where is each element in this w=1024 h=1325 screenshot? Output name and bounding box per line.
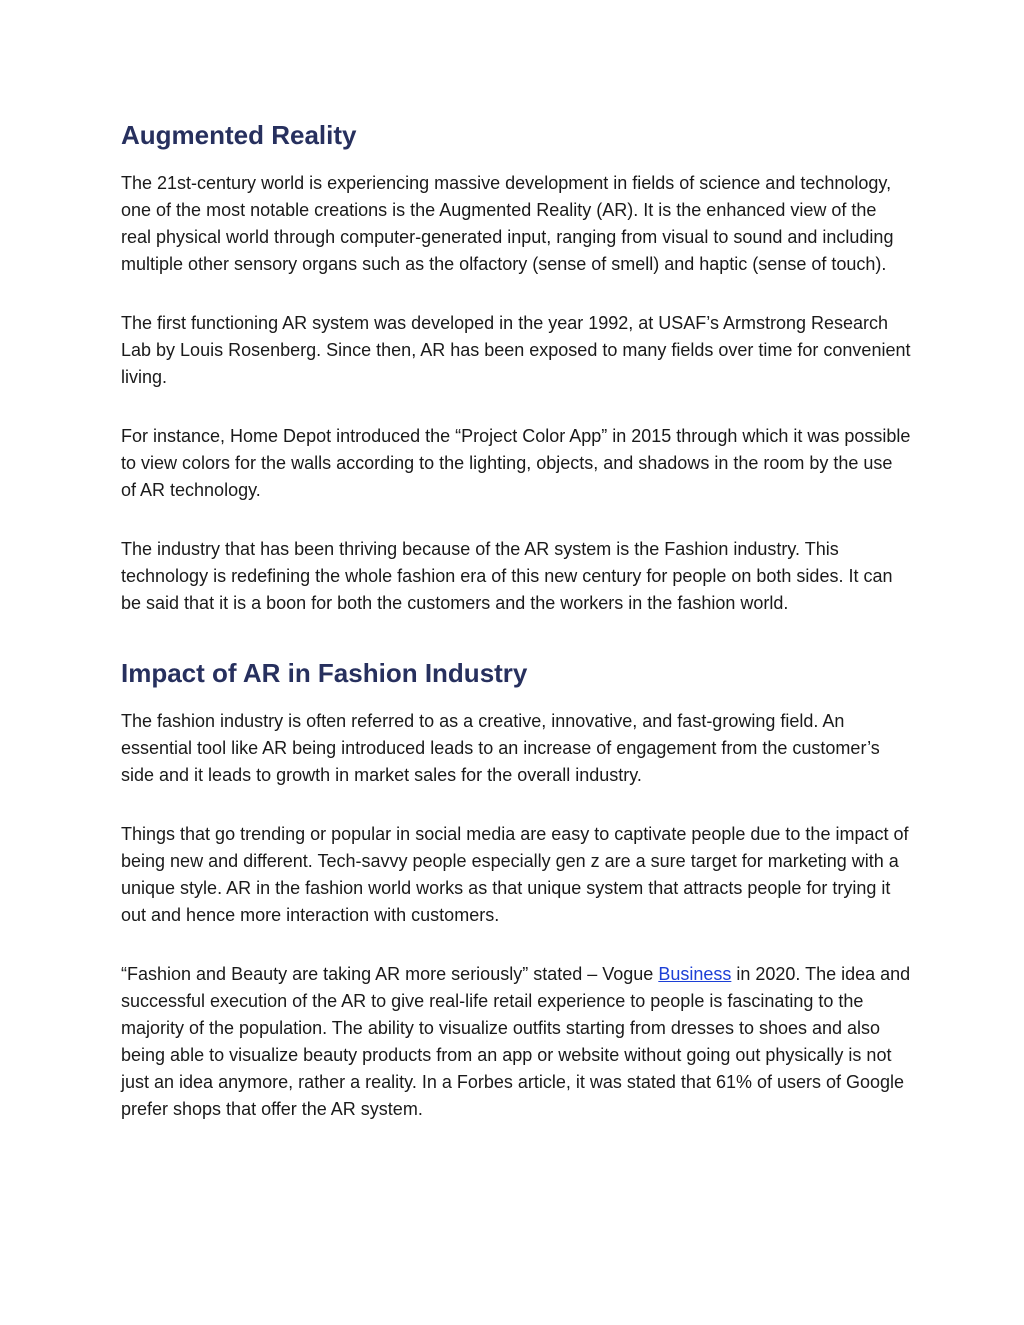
paragraph: The first functioning AR system was developed in the year 1992, at USAF’s Armstrong Research Lab by Louis Rosenberg. Since then, AR has been exposed to many fields over time for convenient living.: [121, 313, 911, 387]
paragraph: Things that go trending or popular in social media are easy to captivate people due to the impact of being new and different. Tech-savvy people especially gen z are a sure target for marketing with a unique style. AR in the fashion world works as that unique system that attracts people for trying it out and hence more interaction with customers.: [121, 824, 909, 925]
paragraph: The 21st-century world is experiencing massive development in fields of science and technology, one of the most notable creations is the Augmented Reality (AR). It is the enhanced view of the real physical world through computer-generated input, ranging from visual to sound and including multiple other sensory organs such as the olfactory (sense of smell) and haptic (sense of touch).: [121, 173, 894, 274]
document-page: [121, 0, 911, 1123]
section-heading-impact-of-ar: Impact of AR in Fashion Industry: [121, 658, 528, 688]
section-heading-augmented-reality: Augmented Reality: [121, 120, 357, 150]
paragraph-text: “Fashion and Beauty are taking AR more seriously” stated – Vogue: [121, 964, 659, 984]
paragraph: The fashion industry is often referred to as a creative, innovative, and fast-growing field. An essential tool like AR being introduced leads to an increase of engagement from the customer’s side and it leads to growth in market sales for the overall industry.: [121, 711, 880, 785]
paragraph: The industry that has been thriving because of the AR system is the Fashion industry. This technology is redefining the whole fashion era of this new century for people on both sides. It can be said that it is a boon for both the customers and the workers in the fashion world.: [121, 539, 893, 613]
paragraph-text: in 2020. The idea and successful execution of the AR to give real-life retail experience to people is fascinating to the majority of the population. The ability to visualize outfits starting from dresses to shoes and also being able to visualize beauty products from an app or website without going out physically is not just an idea anymore, rather a reality. In a Forbes article, it was stated that 61% of users of Google prefer shops that offer the AR system.: [121, 964, 911, 1119]
paragraph-with-link: [121, 961, 911, 1123]
paragraph: For instance, Home Depot introduced the “Project Color App” in 2015 through which it was possible to view colors for the walls according to the lighting, objects, and shadows in the room by the use of AR technology.: [121, 426, 911, 500]
business-link[interactable]: Business: [658, 964, 732, 984]
